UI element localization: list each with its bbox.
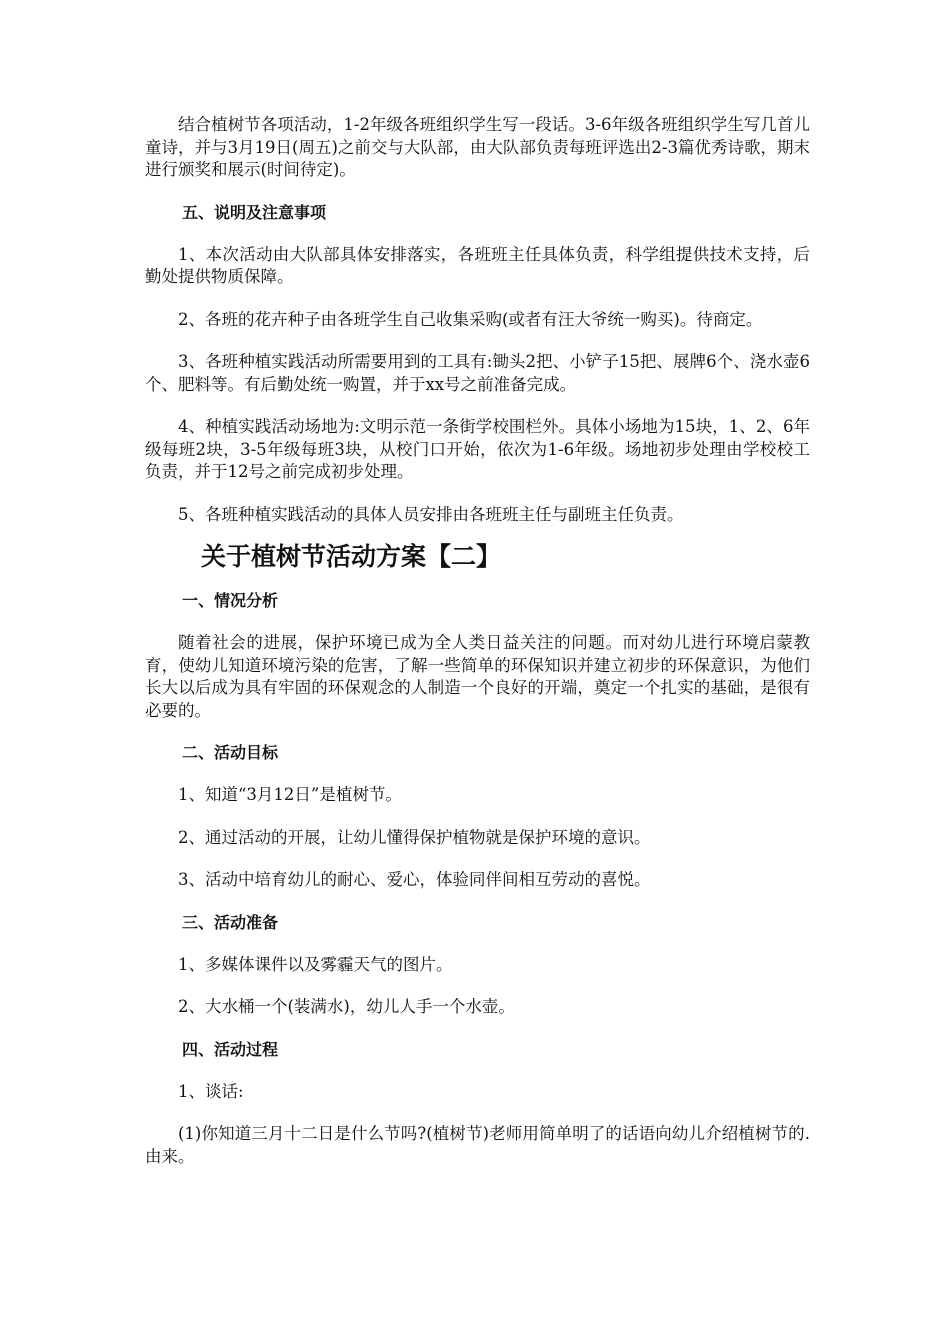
section-heading: 一、情况分析: [182, 591, 279, 610]
document-title: 关于植树节活动方案【二】: [201, 542, 502, 571]
section-heading: 三、活动准备: [182, 912, 279, 932]
paragraph: 1、谈话:: [178, 1081, 244, 1101]
paragraph: 2、各班的花卉种子由各班学生自己收集采购(或者有汪大爷统一购买)。待商定。: [178, 309, 763, 329]
section-heading: 五、说明及注意事项: [182, 202, 327, 222]
paragraph: 3、各班种植实践活动所需要用到的工具有:锄头2把、小铲子15把、展牌6个、浇水壶6个、肥料等。有后勤处统一购置，并于xx号之前准备完成。: [145, 352, 810, 394]
paragraph: 1、本次活动由大队部具体安排落实，各班班主任具体负责，科学组提供技术支持，后勤处提供物质保障。: [145, 244, 810, 286]
paragraph: (1)你知道三月十二日是什么节吗?(植树节)老师用简单明了的话语向幼儿介绍植树节的.由来。: [145, 1124, 810, 1166]
paragraph: 5、各班种植实践活动的具体人员安排由各班班主任与副班主任负责。: [178, 504, 684, 524]
paragraph: 2、通过活动的开展，让幼儿懂得保护植物就是保护环境的意识。: [178, 827, 651, 847]
paragraph: 1、知道“3月12日”是植树节。: [178, 785, 402, 804]
paragraph: 4、种植实践活动场地为:文明示范一条街学校围栏外。具体小场地为15块，1、2、6年级每班2块，3-5年级每班3块，从校门口开始，依次为1-6年级。场地初步处理由学校校工负责，并于12号之前完成初步处理。: [145, 417, 810, 481]
paragraph: 3、活动中培育幼儿的耐心、爱心，体验同伴间相互劳动的喜悦。: [178, 870, 651, 889]
paragraph: 结合植树节各项活动，1-2年级各班组织学生写一段话。3-6年级各班组织学生写几首儿童诗，并与3月19日(周五)之前交与大队部，由大队部负责每班评选出2-3篇优秀诗歌，期末进行颁奖和展示(时间待定)。: [145, 115, 810, 179]
paragraph: 1、多媒体课件以及雾霾天气的图片。: [178, 954, 453, 974]
section-heading: 二、活动目标: [182, 743, 279, 762]
paragraph: 随着社会的进展，保护环境已成为全人类日益关注的问题。而对幼儿进行环境启蒙教育，使幼儿知道环境污染的危害，了解一些简单的环保知识并建立初步的环保意识，为他们长大以后成为具有牢固的环保观念的人制造一个良好的开端，奠定一个扎实的基础，是很有必要的。: [145, 633, 810, 720]
paragraph: 2、大水桶一个(装满水)，幼儿人手一个水壶。: [178, 997, 515, 1016]
section-heading: 四、活动过程: [182, 1039, 279, 1059]
